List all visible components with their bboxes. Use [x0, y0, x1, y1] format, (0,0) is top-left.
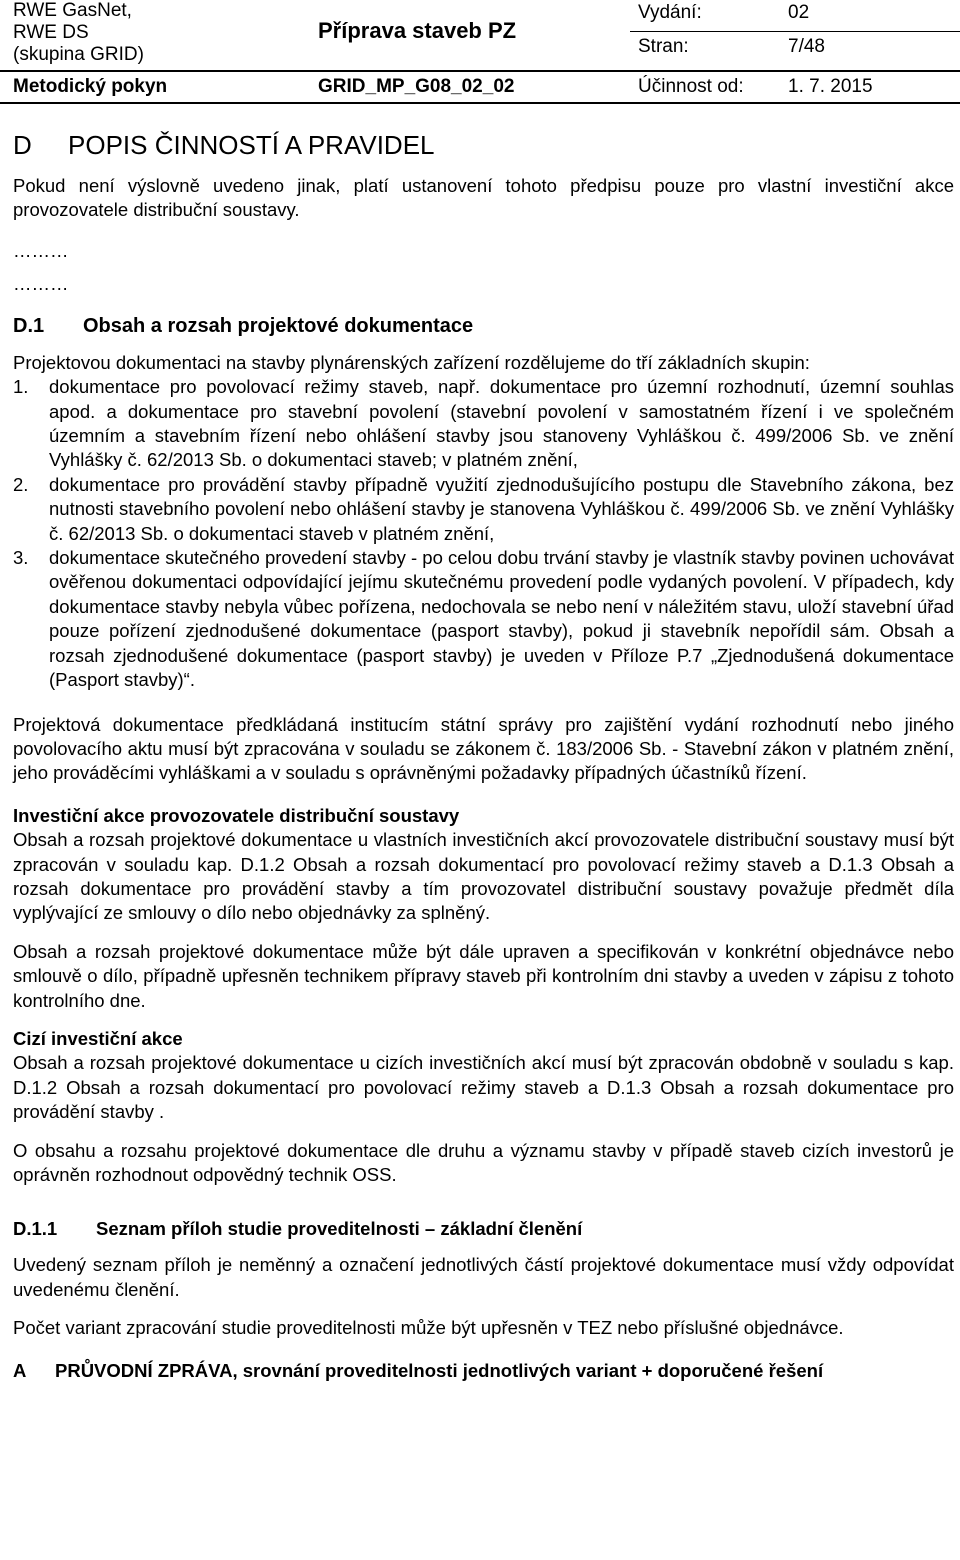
part-a-title: PRŮVODNÍ ZPRÁVA, srovnání proveditelnosti jednotlivých variant + doporučené řešení — [55, 1359, 824, 1381]
header-divider-right — [630, 31, 960, 32]
list-text: dokumentace skutečného provedení stavby - po celou dobu trvání stavby je vlastník stavby povinen uchovávat ověřenou dokumentaci odpovídající jejímu skutečnému provedení podle vydaných povolení. V případech, kdy dokumentace stavby nebyla vůbec pořízena, nedochovala se nebo není v náležitém stavu, uloží stavební úřad pouze pořízení zjednodušené dokumentace (pasport stavby), pokud ji stavebník nepořídil sám. Obsah a rozsah zjednodušené dokumentace (pasport stavby) je uveden v Příloze P.7 „Zjednodušená dokumentace (Pasport stavby)“. — [49, 547, 954, 691]
list-number: 1. — [13, 376, 29, 398]
document-body — [13, 130, 954, 1383]
foreign-para-1: Obsah a rozsah projektové dokumentace u cizích investičních akcí musí být zpracován obdobně v souladu s kap. D.1.2 Obsah a rozsah dokumentací pro povolovací režimy staveb a D.1.3 Obsah a rozsah dokumentace pro provádění stavby . — [13, 1052, 954, 1123]
ucinnost-value: 1. 7. 2015 — [788, 76, 873, 97]
d11-heading — [13, 1217, 954, 1241]
header-divider — [0, 70, 960, 72]
section-letter: D — [13, 130, 32, 160]
vydani-value: 02 — [788, 2, 810, 23]
doc-title: Příprava staveb PZ — [318, 18, 517, 43]
section-heading — [13, 130, 954, 170]
d11-para-2: Počet variant zpracování studie proveditelnosti může být upřesněn v TEZ nebo příslušné objednávce. — [13, 1317, 844, 1339]
d1-title: Obsah a rozsah projektové dokumentace — [83, 314, 474, 337]
foreign-heading: Cizí investiční akce — [13, 1027, 183, 1049]
list-number: 2. — [13, 473, 29, 495]
header-bottom-rule — [0, 102, 960, 104]
d1-list — [13, 375, 954, 692]
vydani-label: Vydání: — [638, 2, 702, 23]
doc-code: GRID_MP_G08_02_02 — [318, 76, 515, 97]
invest-para-2: Obsah a rozsah projektové dokumentace může být dále upraven a specifikován v konkrétní objednávce nebo smlouvě o dílo, případně upřesněn technikem přípravy staveb při kontrolním dni stavby a uveden v zápisu z tohoto kontrolního dne. — [13, 940, 954, 1011]
list-item — [13, 546, 954, 692]
foreign-para-2: O obsahu a rozsahu projektové dokumentace dle druhu a významu stavby v případě staveb cizích investorů je oprávněn rozhodnout odpovědný technik OSS. — [13, 1139, 954, 1185]
list-item — [13, 473, 954, 546]
stran-label: Stran: — [638, 36, 689, 57]
org-line-1: RWE GasNet, — [13, 0, 132, 21]
d1-number: D.1 — [13, 314, 45, 337]
doc-type: Metodický pokyn — [13, 76, 168, 97]
ellipsis-1: ……… — [13, 239, 69, 261]
invest-para-1: Obsah a rozsah projektové dokumentace u vlastních investičních akcí provozovatele distribuční soustavy musí být zpracován v souladu kap. D.1.2 Obsah a rozsah dokumentací pro povolovací režimy staveb a D.1.3 Obsah a rozsah dokumentace pro provádění stavby a tím provozovatel distribuční soustavy považuje předmět díla vyplývající ze smlouvy o dílo nebo objednávky za splněný. — [13, 829, 954, 924]
list-text: dokumentace pro provádění stavby případně využití zjednodušujícího postupu dle Stavebního zákona, bez nutnosti stavebního povolení nebo ohlášení stavby je stanovena Vyhláškou č. 499/2006 Sb. ve znění Vyhlášky č. 62/2013 Sb. o dokumentaci staveb v platném znění, — [49, 473, 954, 544]
org-line-2: RWE DS — [13, 22, 89, 43]
list-text: dokumentace pro povolovací režimy staveb, např. dokumentace pro územní rozhodnutí, územní souhlas apod. a dokumentace pro stavební povolení (stavební povolení v samostatném řízení i ve společném územním a stavebním řízení nebo ohlášení stavby jsou stanoveny Vyhláškou č. 499/2006 Sb. ve znění Vyhlášky č. 62/2013 Sb. o dokumentaci staveb; v platném znění, — [49, 376, 954, 471]
document-header — [0, 0, 960, 104]
d1-heading — [13, 313, 954, 339]
org-line-3: (skupina GRID) — [13, 44, 144, 65]
d11-number: D.1.1 — [13, 1218, 58, 1240]
invest-heading: Investiční akce provozovatele distribuční soustavy — [13, 804, 460, 826]
d11-title: Seznam příloh studie proveditelnosti – základní členění — [96, 1218, 583, 1240]
d11-para-1: Uvedený seznam příloh je neměnný a označení jednotlivých částí projektové dokumentace musí vždy odpovídat uvedenému členění. — [13, 1254, 954, 1300]
para-state: Projektová dokumentace předkládaná institucím státní správy pro zajištění vydání rozhodnutí nebo jiného povolovacího aktu musí být zpracována v souladu se zákonem č. 183/2006 Sb. - Stavební zákon v platném znění, jeho prováděcími vyhláškami a v souladu s oprávněnými požadavky případných účastníků řízení. — [13, 713, 954, 784]
list-item — [13, 375, 954, 473]
d1-lead: Projektovou dokumentaci na stavby plynárenských zařízení rozdělujeme do tří základních skupin: — [13, 351, 810, 373]
ucinnost-label: Účinnost od: — [638, 76, 744, 97]
part-a-heading — [13, 1359, 954, 1383]
stran-value: 7/48 — [788, 36, 825, 57]
section-intro: Pokud není výslovně uvedeno jinak, platí ustanovení tohoto předpisu pouze pro vlastní investiční akce provozovatele distribuční soustavy. — [13, 175, 954, 221]
part-a-letter: A — [13, 1359, 27, 1381]
ellipsis-2: ……… — [13, 272, 69, 294]
list-number: 3. — [13, 547, 29, 569]
section-title: POPIS ČINNOSTÍ A PRAVIDEL — [68, 130, 435, 160]
